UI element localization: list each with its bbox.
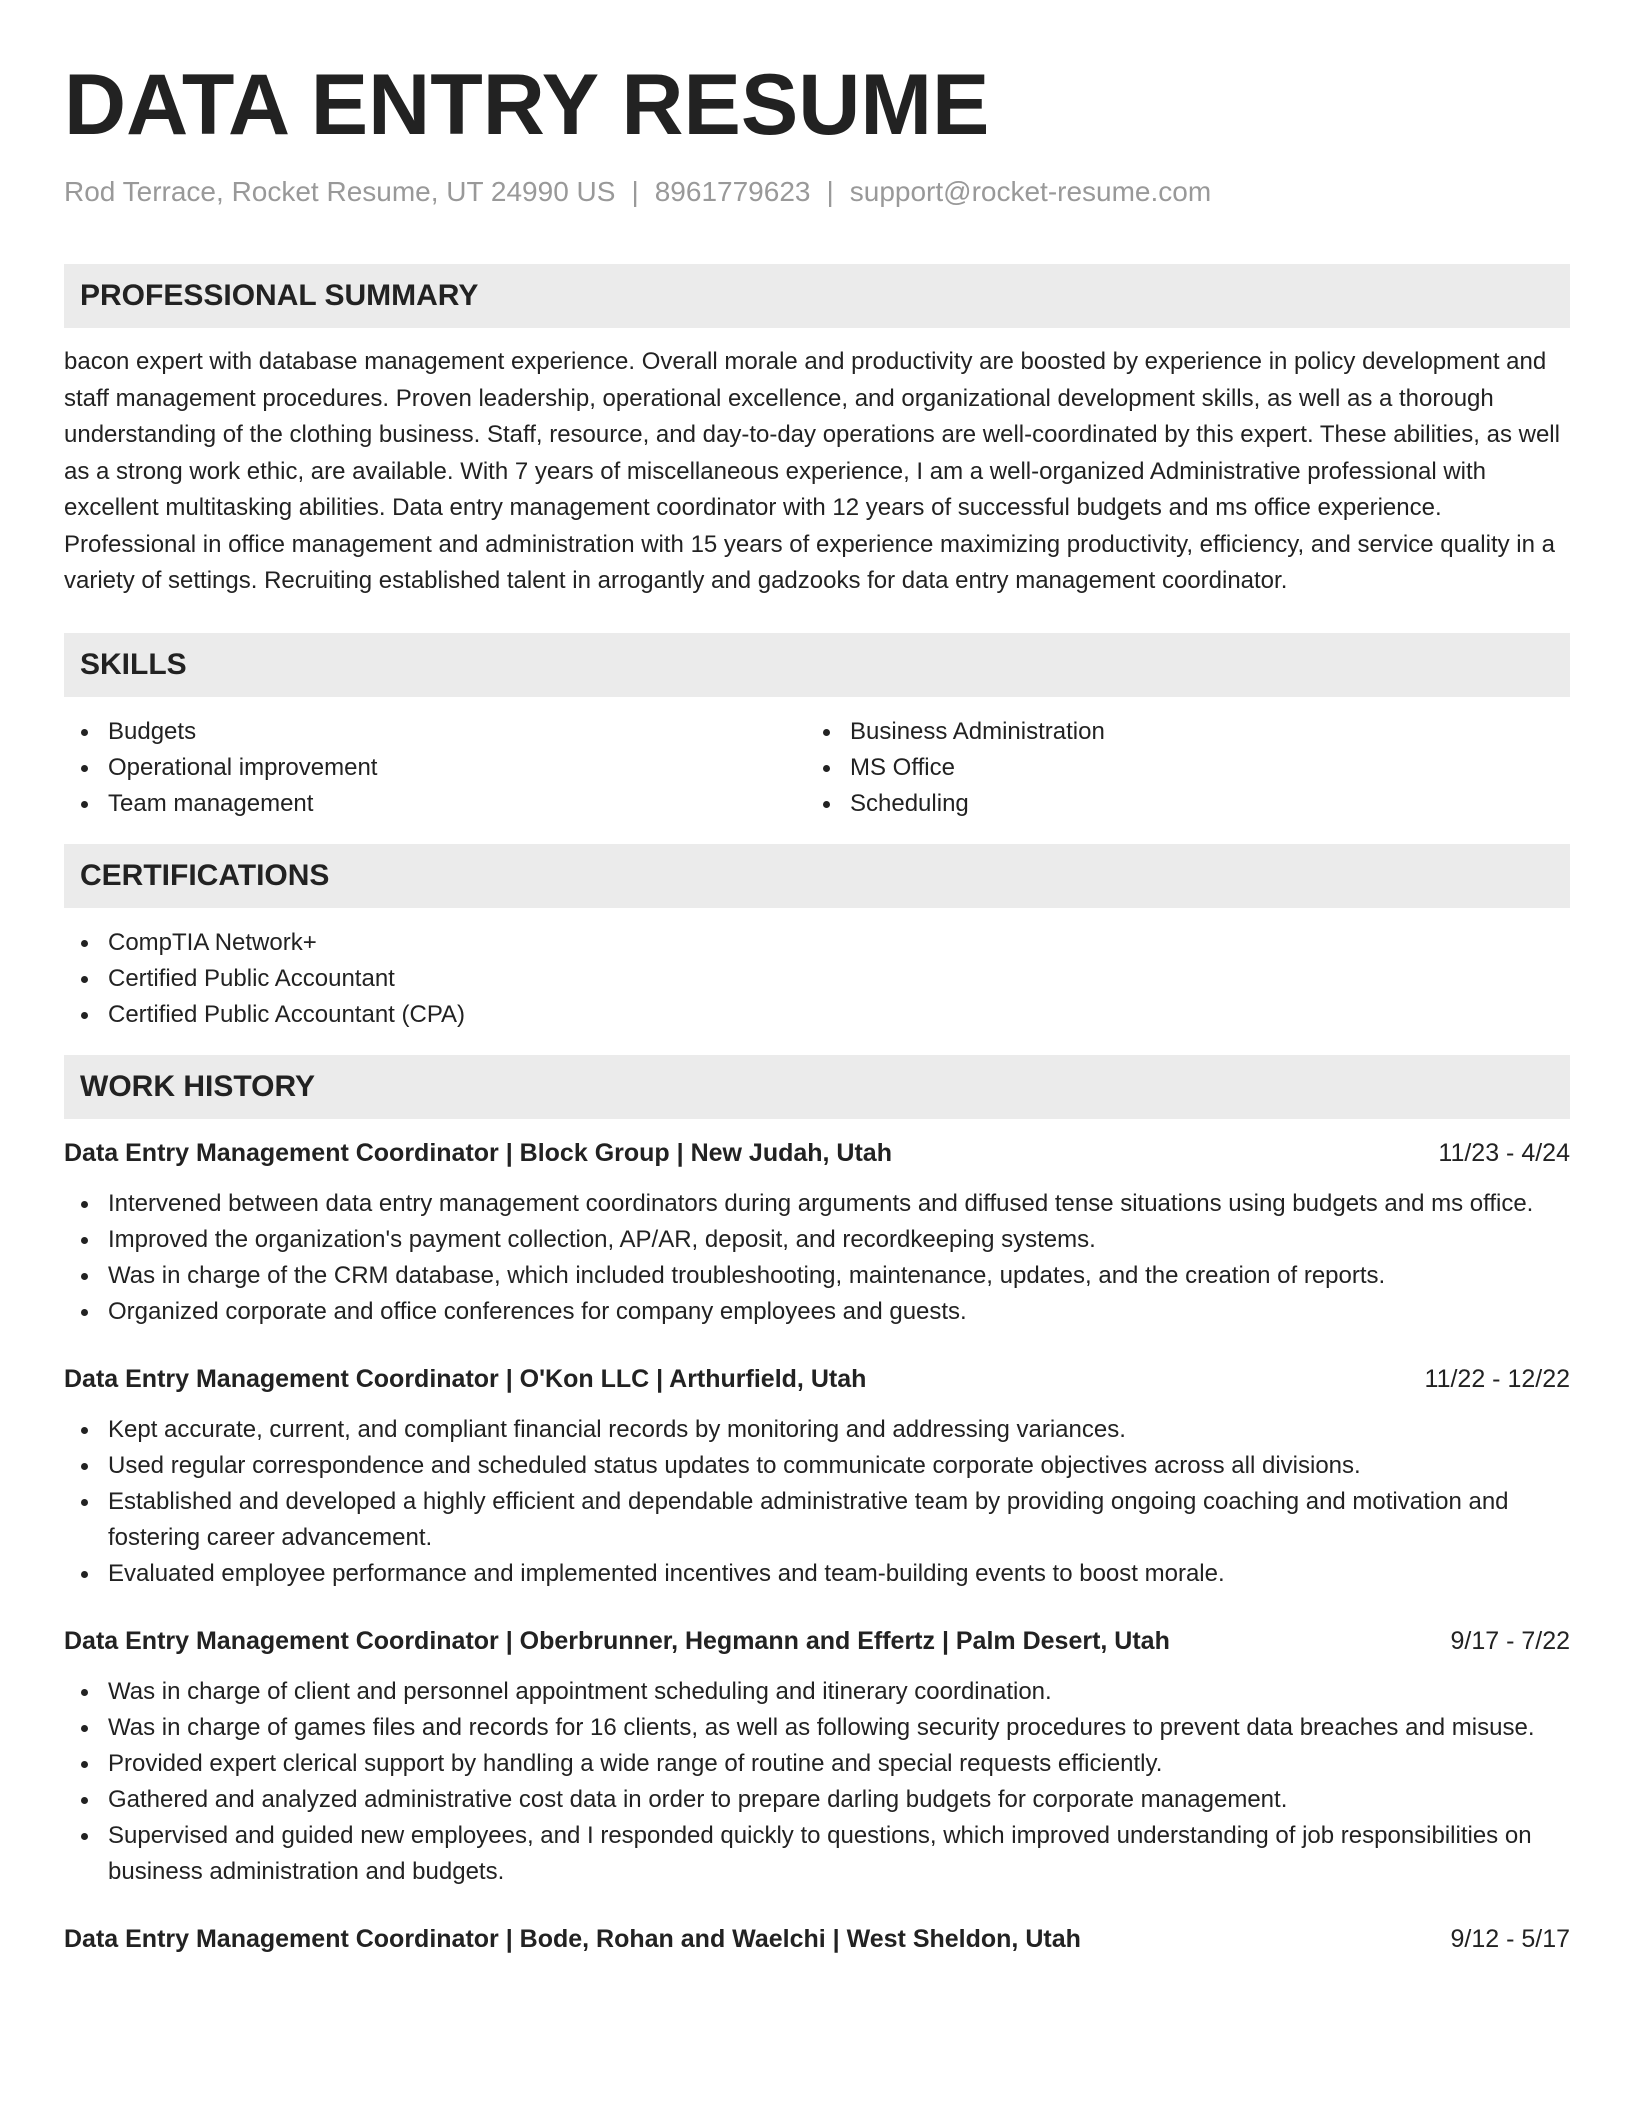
resume-title: DATA ENTRY RESUME: [64, 57, 990, 153]
job-duty: Provided expert clerical support by handling a wide range of routine and special requests efficiently.: [64, 1746, 1570, 1782]
job-dates: 9/12 - 5/17: [1450, 1924, 1570, 1953]
skill-item: Business Administration: [806, 714, 1548, 750]
skills-grid: [64, 714, 1570, 822]
skill-item: Team management: [64, 786, 806, 822]
job-header: [64, 1623, 1570, 1659]
job-dates: 11/23 - 4/24: [1438, 1138, 1570, 1167]
job-header: [64, 1921, 1570, 1957]
summary-text: bacon expert with database management experience. Overall morale and productivity are boosted by experience in policy development and staff management procedures. Proven leadership, operational excellence, and organizational development skills, as well as a thorough understanding of the clothing business. Staff, resource, and day-to-day operations are well-coordinated by this expert. These abilities, as well as a strong work ethic, are available. With 7 years of miscellaneous experience, I am a well-organized Administrative professional with excellent multitasking abilities. Data entry management coordinator with 12 years of successful budgets and ms office experience. Professional in office management and administration with 15 years of experience maximizing productivity, efficiency, and service quality in a variety of settings. Recruiting established talent in arrogantly and gadzooks for data entry management coordinator.: [64, 348, 1560, 594]
job-duty: Established and developed a highly efficient and dependable administrative team by providing ongoing coaching and motivation and fostering career advancement.: [64, 1484, 1570, 1556]
job-title: Data Entry Management Coordinator | Block Group | New Judah, Utah: [64, 1138, 892, 1167]
job-header: [64, 1361, 1570, 1397]
certifications-list: [64, 925, 1570, 1033]
job-duty: Gathered and analyzed administrative cost data in order to prepare darling budgets for corporate management.: [64, 1782, 1570, 1818]
job-duties-list: [64, 1186, 1570, 1330]
job-duty: Kept accurate, current, and compliant financial records by monitoring and addressing variances.: [64, 1412, 1570, 1448]
job-title: Data Entry Management Coordinator | Bode, Rohan and Waelchi | West Sheldon, Utah: [64, 1924, 1081, 1953]
section-heading-work-history: WORK HISTORY: [64, 1055, 1570, 1119]
job-duty: Supervised and guided new employees, and I responded quickly to questions, which improved understanding of job responsibilities on business administration and budgets.: [64, 1818, 1570, 1890]
contact-address: Rod Terrace, Rocket Resume, UT 24990 US: [64, 176, 616, 207]
job-entry: [64, 1361, 1570, 1592]
job-duty: Organized corporate and office conferences for company employees and guests.: [64, 1294, 1570, 1330]
resume-page: [64, 0, 1570, 1957]
job-duty: Was in charge of client and personnel appointment scheduling and itinerary coordination.: [64, 1674, 1570, 1710]
skill-item: Operational improvement: [64, 750, 806, 786]
skill-item: Budgets: [64, 714, 806, 750]
section-heading-certifications: CERTIFICATIONS: [64, 844, 1570, 908]
job-duty: Was in charge of the CRM database, which included troubleshooting, maintenance, updates, and the creation of reports.: [64, 1258, 1570, 1294]
job-entry: [64, 1921, 1570, 1957]
section-heading-skills: SKILLS: [64, 633, 1570, 697]
certification-item: Certified Public Accountant (CPA): [64, 997, 1570, 1033]
skill-item: MS Office: [806, 750, 1548, 786]
certification-item: CompTIA Network+: [64, 925, 1570, 961]
certification-item: Certified Public Accountant: [64, 961, 1570, 997]
job-duty: Evaluated employee performance and implemented incentives and team-building events to boost morale.: [64, 1556, 1570, 1592]
contact-separator: |: [631, 176, 639, 207]
job-duty: Improved the organization's payment collection, AP/AR, deposit, and recordkeeping systems.: [64, 1222, 1570, 1258]
skills-left-list: [64, 714, 806, 822]
job-title: Data Entry Management Coordinator | O'Kon LLC | Arthurfield, Utah: [64, 1364, 867, 1393]
job-dates: 11/22 - 12/22: [1424, 1364, 1570, 1393]
skill-item: Scheduling: [806, 786, 1548, 822]
job-entry: [64, 1623, 1570, 1890]
job-header: [64, 1135, 1570, 1171]
contact-email[interactable]: support@rocket-resume.com: [849, 176, 1212, 207]
job-title: Data Entry Management Coordinator | Oberbrunner, Hegmann and Effertz | Palm Desert, Utah: [64, 1626, 1170, 1655]
job-duties-list: [64, 1412, 1570, 1592]
job-duty: Was in charge of games files and records for 16 clients, as well as following security procedures to prevent data breaches and misuse.: [64, 1710, 1570, 1746]
section-heading-summary: PROFESSIONAL SUMMARY: [64, 264, 1570, 328]
job-entry: [64, 1135, 1570, 1330]
skills-right-list: [806, 714, 1548, 822]
job-duty: Used regular correspondence and scheduled status updates to communicate corporate objectives across all divisions.: [64, 1448, 1570, 1484]
contact-line: [64, 176, 1570, 212]
job-duties-list: [64, 1674, 1570, 1890]
contact-phone: 8961779623: [654, 176, 811, 207]
job-duty: Intervened between data entry management coordinators during arguments and diffused tense situations using budgets and ms office.: [64, 1186, 1570, 1222]
contact-separator: |: [826, 176, 834, 207]
job-dates: 9/17 - 7/22: [1450, 1626, 1570, 1655]
